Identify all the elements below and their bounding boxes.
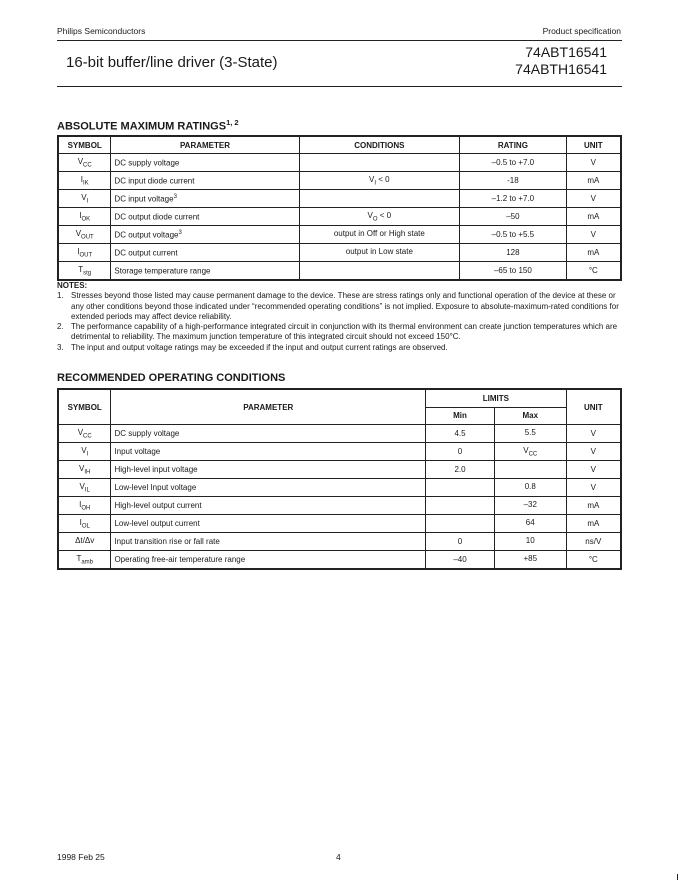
table-row: [58, 425, 621, 443]
col-limits: LIMITS: [426, 389, 567, 407]
symbol-cell: [58, 154, 111, 172]
min-cell: 2.0: [426, 461, 495, 479]
max-text: V: [523, 445, 529, 455]
part-number-2: 74ABTH16541: [515, 61, 607, 77]
symbol-text: I: [79, 210, 82, 220]
header-top-rule: [57, 40, 622, 41]
symbol-text: V: [79, 481, 85, 491]
max-text: 10: [525, 535, 535, 545]
abs-max-table: [57, 135, 622, 281]
rec-op-header-row-1: [58, 389, 621, 407]
parameter-cell: High-level input voltage: [111, 461, 426, 479]
symbol-cell: [58, 244, 111, 262]
symbol-subscript: OH: [81, 505, 91, 512]
symbol-cell: [58, 443, 111, 461]
unit-cell: ns/V: [566, 533, 621, 551]
min-cell: 0: [426, 533, 495, 551]
table-row: [58, 461, 621, 479]
note-number: 3.: [57, 342, 64, 352]
rating-cell: –50: [460, 208, 567, 226]
conditions-tail: < 0: [376, 174, 390, 184]
symbol-cell: [58, 497, 111, 515]
parameter-text: DC output voltage: [114, 230, 179, 240]
symbol-text: T: [78, 264, 84, 274]
rating-cell: -18: [460, 172, 567, 190]
col-parameter: PARAMETER: [111, 389, 426, 425]
min-cell: [426, 515, 495, 533]
rating-cell: –0.5 to +5.5: [460, 226, 567, 244]
note-item: [57, 343, 622, 353]
col-unit: UNIT: [566, 389, 621, 425]
symbol-cell: [58, 208, 111, 226]
parameter-note-ref: 3: [178, 229, 182, 236]
unit-cell: V: [566, 461, 621, 479]
min-cell: [426, 479, 495, 497]
symbol-text: T: [76, 553, 82, 563]
company-name: Philips Semiconductors: [57, 26, 146, 36]
parameter-cell: Low-level output current: [111, 515, 426, 533]
part-numbers: [515, 44, 607, 78]
max-cell: [494, 479, 566, 497]
parameter-cell: [111, 262, 299, 281]
table-row: [58, 533, 621, 551]
unit-cell: V: [566, 443, 621, 461]
col-symbol: SYMBOL: [58, 136, 111, 154]
col-parameter: PARAMETER: [111, 136, 299, 154]
parameter-text: Storage temperature range: [114, 266, 211, 276]
conditions-cell: [299, 154, 460, 172]
symbol-subscript: OUT: [79, 252, 93, 259]
symbol-cell: [58, 425, 111, 443]
unit-cell: mA: [566, 172, 621, 190]
parameter-text: DC supply voltage: [114, 158, 180, 168]
parameter-cell: [111, 190, 299, 208]
page-number: 4: [336, 852, 341, 862]
symbol-subscript: stg: [83, 270, 92, 277]
unit-cell: V: [566, 154, 621, 172]
col-conditions: CONDITIONS: [299, 136, 460, 154]
parameter-cell: [111, 208, 299, 226]
min-cell: –40: [426, 551, 495, 570]
conditions-text: output in Low state: [345, 246, 413, 256]
symbol-text: V: [77, 427, 84, 437]
unit-cell: mA: [566, 208, 621, 226]
conditions-tail: < 0: [377, 210, 392, 220]
max-text: 64: [525, 517, 535, 527]
unit-cell: °C: [566, 262, 621, 281]
rating-cell: 128: [460, 244, 567, 262]
conditions-text: output in Off or High state: [333, 228, 425, 238]
footer-date: 1998 Feb 25: [57, 852, 105, 862]
conditions-cell: [299, 208, 460, 226]
unit-cell: mA: [566, 515, 621, 533]
parameter-cell: Low-level Input voltage: [111, 479, 426, 497]
table-row: [58, 154, 621, 172]
parameter-text: DC output current: [114, 248, 178, 258]
conditions-cell: [299, 262, 460, 281]
col-symbol: SYMBOL: [58, 389, 111, 425]
table-row: [58, 208, 621, 226]
parameter-cell: [111, 244, 299, 262]
conditions-cell: [299, 172, 460, 190]
col-rating: RATING: [460, 136, 567, 154]
max-cell: [494, 425, 566, 443]
parameter-note-ref: 3: [173, 193, 177, 200]
symbol-cell: [58, 262, 111, 281]
note-number: 2.: [57, 322, 64, 332]
symbol-subscript: OL: [81, 523, 90, 530]
parameter-cell: [111, 172, 299, 190]
table-row: [58, 190, 621, 208]
max-cell: [494, 533, 566, 551]
max-text: –32: [523, 499, 537, 509]
parameter-cell: DC supply voltage: [111, 425, 426, 443]
abs-max-heading: [57, 118, 239, 133]
notes-title: NOTES:: [57, 281, 88, 290]
parameter-text: DC output diode current: [114, 212, 200, 222]
table-row: [58, 515, 621, 533]
rating-cell: –1.2 to +7.0: [460, 190, 567, 208]
table-row: [58, 443, 621, 461]
note-text: The input and output voltage ratings may be exceeded if the input and output current ratings are observed.: [71, 342, 448, 352]
rec-op-table: [57, 388, 622, 570]
abs-max-heading-sup: 1, 2: [226, 118, 239, 127]
symbol-subscript: I: [86, 451, 89, 458]
symbol-subscript: CC: [83, 433, 92, 440]
max-text: 0.8: [524, 481, 536, 491]
abs-max-header-row: [58, 136, 621, 154]
table-row: [58, 226, 621, 244]
rating-cell: –0.5 to +7.0: [460, 154, 567, 172]
symbol-text: V: [77, 156, 84, 166]
unit-cell: V: [566, 479, 621, 497]
conditions-text: V: [369, 174, 375, 184]
symbol-cell: [58, 190, 111, 208]
parameter-cell: [111, 154, 299, 172]
header-bottom-rule: [57, 86, 622, 87]
symbol-subscript: amb: [81, 559, 93, 566]
symbol-subscript: IL: [84, 487, 90, 494]
symbol-cell: [58, 533, 111, 551]
unit-cell: mA: [566, 497, 621, 515]
symbol-cell: [58, 515, 111, 533]
max-cell: [494, 551, 566, 570]
symbol-text: V: [79, 463, 85, 473]
symbol-text: Δt/Δv: [75, 535, 95, 545]
max-cell: [494, 497, 566, 515]
conditions-subscript: O: [372, 216, 378, 223]
table-row: [58, 262, 621, 281]
max-subscript: CC: [528, 451, 538, 458]
note-item: [57, 322, 622, 343]
col-max: Max: [494, 407, 566, 425]
note-item: [57, 291, 622, 322]
symbol-cell: [58, 172, 111, 190]
part-number-1: 74ABT16541: [525, 44, 607, 60]
parameter-cell: Input voltage: [111, 443, 426, 461]
max-cell: [494, 443, 566, 461]
max-cell: [494, 461, 566, 479]
symbol-subscript: I: [86, 198, 89, 205]
conditions-cell: [299, 190, 460, 208]
notes: [57, 281, 622, 353]
unit-cell: V: [566, 425, 621, 443]
corner-mark: [677, 874, 678, 880]
symbol-text: I: [79, 517, 82, 527]
parameter-cell: Operating free-air temperature range: [111, 551, 426, 570]
abs-max-heading-text: ABSOLUTE MAXIMUM RATINGS: [57, 120, 227, 133]
table-row: [58, 244, 621, 262]
conditions-subscript: I: [374, 180, 377, 187]
symbol-text: V: [75, 228, 82, 238]
conditions-cell: [299, 226, 460, 244]
symbol-subscript: IH: [84, 469, 91, 476]
symbol-cell: [58, 461, 111, 479]
table-row: [58, 172, 621, 190]
note-text: The performance capability of a high-performance integrated circuit in conjunction with its thermal environment can create junction temperatures which are detrimental to reliability. The maximum junction temperature of this integrated circuit should not exceed 150°C.: [71, 322, 618, 342]
rating-cell: –65 to 150: [460, 262, 567, 281]
parameter-text: DC input diode current: [114, 176, 195, 186]
parameter-cell: [111, 226, 299, 244]
symbol-subscript: OUT: [81, 234, 94, 241]
symbol-cell: [58, 551, 111, 570]
symbol-text: I: [80, 174, 83, 184]
max-text: 5.5: [524, 427, 536, 437]
symbol-text: I: [77, 246, 80, 256]
table-row: [58, 479, 621, 497]
unit-cell: °C: [566, 551, 621, 570]
parameter-cell: High-level output current: [111, 497, 426, 515]
symbol-subscript: IK: [82, 180, 89, 187]
note-text: Stresses beyond those listed may cause permanent damage to the device. These are stress ratings only and functional operation of the device at these or any other conditions beyond those indicated under “recommended operating conditions” is not implied. Exposure to absolute-maximum-rated conditions for extended periods may affect device reliability.: [71, 291, 619, 321]
max-text: +85: [523, 553, 538, 563]
document-type: Product specification: [542, 26, 621, 36]
parameter-cell: Input transition rise or fall rate: [111, 533, 426, 551]
unit-cell: V: [566, 226, 621, 244]
min-cell: [426, 497, 495, 515]
symbol-subscript: CC: [83, 162, 92, 169]
symbol-text: I: [79, 499, 82, 509]
col-min: Min: [426, 407, 495, 425]
symbol-cell: [58, 226, 111, 244]
table-row: [58, 551, 621, 570]
note-number: 1.: [57, 291, 64, 301]
col-unit: UNIT: [566, 136, 621, 154]
symbol-text: V: [81, 445, 87, 455]
unit-cell: V: [566, 190, 621, 208]
page-title: 16-bit buffer/line driver (3-State): [66, 54, 278, 71]
rec-op-heading: RECOMMENDED OPERATING CONDITIONS: [57, 372, 286, 384]
symbol-cell: [58, 479, 111, 497]
max-cell: [494, 515, 566, 533]
unit-cell: mA: [566, 244, 621, 262]
conditions-text: V: [367, 210, 373, 220]
min-cell: 0: [426, 443, 495, 461]
symbol-subscript: OK: [81, 216, 91, 223]
conditions-cell: [299, 244, 460, 262]
parameter-text: DC input voltage: [114, 194, 174, 204]
table-row: [58, 497, 621, 515]
symbol-text: V: [81, 192, 87, 202]
min-cell: 4.5: [426, 425, 495, 443]
